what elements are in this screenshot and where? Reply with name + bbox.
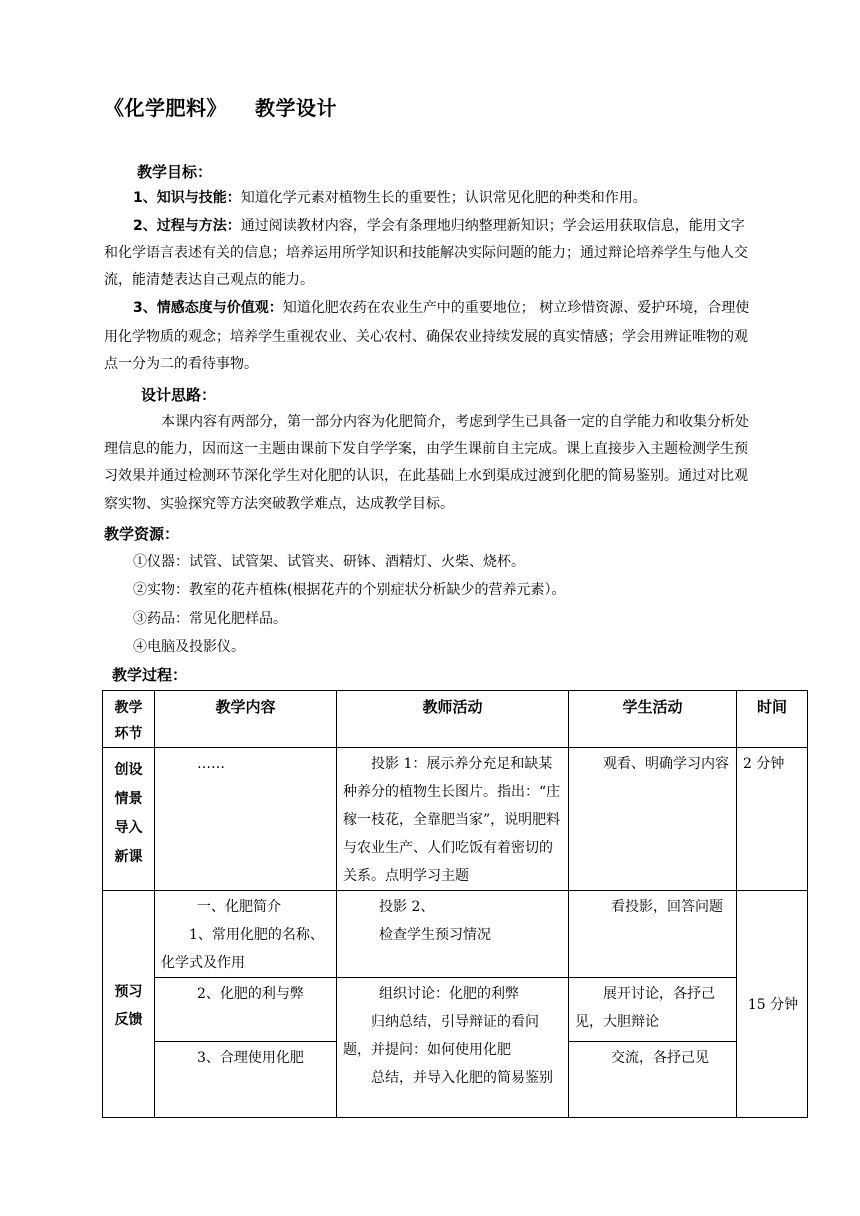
objectives-heading: 教学目标：: [137, 163, 213, 181]
document-title: [104, 92, 337, 121]
row2b-teacher-line2: 归纳总结，引导辩证的看问题，并提问：如何使用化肥: [343, 1014, 539, 1058]
row1-segment: [103, 748, 155, 891]
design-heading: 设计思路：: [141, 386, 217, 404]
row1-segment-line: 新课: [114, 849, 143, 865]
row2a-content: [155, 891, 337, 978]
row1-teacher: 投影 1：展示养分充足和缺某种养分的植物生长图片。指出：“庄稼一枝花，全靠肥当家”，说明肥料与农业生产、人们吃饭有着密切的关系。点明学习主题: [337, 748, 569, 891]
header-student: 学生活动: [569, 691, 737, 748]
objective-1-label: 1、知识与技能：: [133, 190, 241, 206]
row2-segment: [103, 891, 155, 1118]
row2a-teacher: [337, 891, 569, 978]
row2c-teacher: 总结，并导入化肥的简易鉴别: [371, 1070, 553, 1086]
row2a-teacher-line2: 检查学生预习情况: [379, 927, 491, 943]
process-table: [102, 690, 808, 1118]
row2a-teacher-line1: 投影 2、: [379, 899, 435, 915]
row2bc-teacher: [337, 978, 569, 1118]
objective-1: [133, 190, 647, 206]
row1-segment-line: 情景: [114, 791, 143, 807]
objective-3-line2: 用化学物质的观念；培养学生重视农业、关心农村、确保农业持续发展的真实情感；学会用辨证唯物的观: [104, 329, 748, 345]
objective-2-line3: 流，能清楚表达自己观点的能力。: [104, 272, 314, 288]
row1-content: ……: [155, 748, 337, 891]
header-segment: [103, 691, 155, 748]
table-header-row: [103, 691, 808, 748]
objective-3-line3: 点一分为二的看待事物。: [104, 356, 258, 372]
title-design: 教学设计: [255, 96, 337, 120]
resource-4: ④电脑及投影仪。: [133, 639, 245, 655]
row2b-student: 展开讨论，各抒己见，大胆辩论: [569, 978, 737, 1042]
header-content: 教学内容: [155, 691, 337, 748]
objective-2-line2: 和化学语言表述有关的信息；培养运用所学知识和技能解决实际问题的能力；通过辩论培养学生与他人交: [104, 245, 748, 261]
objective-3-label: 3、情感态度与价值观：: [133, 300, 283, 316]
objective-3-text: 知道化肥农药在农业生产中的重要地位； 树立珍惜资源、爱护环境，合理使: [282, 300, 750, 316]
header-time: 时间: [737, 691, 808, 748]
header-segment-line1: 教学: [114, 700, 143, 716]
row2b-content: 2、化肥的利与弊: [155, 978, 337, 1042]
objective-2: [133, 218, 745, 234]
table-row: [103, 978, 808, 1042]
resource-2: ②实物：教室的花卉植株(根据花卉的个别症状分析缺少的营养元素）。: [133, 582, 566, 598]
row2c-student: 交流，各抒己见: [569, 1042, 737, 1118]
design-line3: 习效果并通过检测环节深化学生对化肥的认识，在此基础上水到渠成过渡到化肥的简易鉴别。通过对比观: [104, 468, 748, 484]
objective-2-text: 通过阅读教材内容，学会有条理地归纳整理新知识；学会运用获取信息，能用文字: [240, 218, 745, 234]
row2-segment-line: 反馈: [114, 1012, 143, 1028]
resource-3: ③药品：常见化肥样品。: [133, 611, 287, 627]
header-teacher: 教师活动: [337, 691, 569, 748]
row2-segment-line: 预习: [114, 984, 143, 1000]
row2a-content-line2: 1、常用化肥的名称、化学式及作用: [161, 927, 324, 971]
row2c-content: 3、合理使用化肥: [155, 1042, 337, 1118]
objective-3: [133, 300, 749, 316]
resources-heading: 教学资源：: [104, 525, 180, 543]
row2a-student: 看投影，回答问题: [569, 891, 737, 978]
title-book: 《化学肥料》: [104, 96, 227, 120]
objective-2-label: 2、过程与方法：: [133, 218, 241, 234]
row2-time: 15 分钟: [737, 891, 808, 1118]
design-line1: 本课内容有两部分，第一部分内容为化肥简介，考虑到学生已具备一定的自学能力和收集分析处: [161, 414, 749, 430]
objective-1-text: 知道化学元素对植物生长的重要性；认识常见化肥的种类和作用。: [240, 190, 647, 206]
row2a-content-line1: 一、化肥简介: [197, 899, 281, 915]
table-row: [103, 748, 808, 891]
row2b-teacher-line1: 组织讨论：化肥的利弊: [379, 986, 519, 1002]
row1-segment-line: 创设: [114, 762, 143, 778]
row1-student: 观看、明确学习内容: [569, 748, 737, 891]
design-line2: 理信息的能力，因而这一主题由课前下发自学学案，由学生课前自主完成。课上直接步入主题检测学生预: [104, 441, 748, 457]
resource-1: ①仪器：试管、试管架、试管夹、研钵、酒精灯、火柴、烧杯。: [133, 554, 525, 570]
row1-segment-line: 导入: [114, 820, 143, 836]
process-heading: 教学过程：: [112, 666, 188, 684]
design-line4: 察实物、实验探究等方法突破教学难点，达成教学目标。: [104, 496, 454, 512]
row1-time: 2 分钟: [737, 748, 808, 891]
table-row: [103, 891, 808, 978]
header-segment-line2: 环节: [114, 726, 143, 742]
